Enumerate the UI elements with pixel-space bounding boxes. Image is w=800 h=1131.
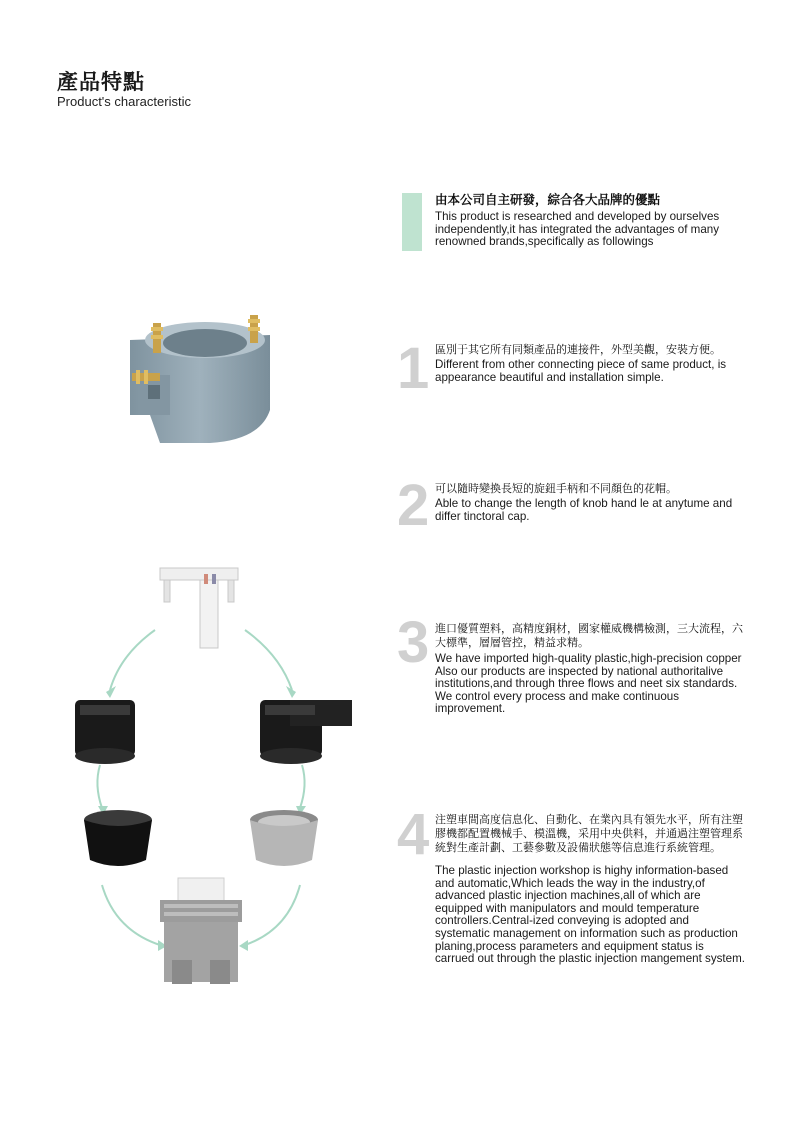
knob-stem-part [160,568,238,648]
feature-number-3: 3 [397,610,430,675]
feature-number-1: 1 [397,336,430,401]
socket-housing-image [120,305,290,445]
feature-number-2: 2 [397,473,430,538]
feature-text-zh: 進口優質塑料，高精度銅材，國家權威機構檢測，三大流程，六大標準，層層管控，精益求精。 [435,622,743,649]
black-knob-short [75,700,135,764]
knob-assembly-diagram [60,560,360,1020]
intro-accent-bar [402,193,422,251]
page-title-en: Product's characteristic [57,94,191,109]
intro-text-en: This product is researched and developed by ourselves independently,it has integrated the advantages of many renowned brands,specifically as followings [435,210,720,249]
feature-text-zh: 可以隨時變換長短的旋鈕手柄和不同顏色的花帽。 [435,482,677,495]
black-cap-ring [84,810,152,866]
feature-text-en: The plastic injection workshop is highy information-based and automatic,Which leads the way in the industry,of advanced plastic injection machines,all of which are equipped with manipulators and mould temperature controllers.Central-ized conveying is adopted and systematic management on information such as production planing,process parameters and equipment status is carrued out through the plastic injection mangement system. [435,864,745,966]
feature-text-zh: 注塑車間高度信息化、自動化、在業內具有領先水平，所有注塑膠機都配置機械手、模溫機，采用中央供料，并通過注塑管理系統對生產計劃、工藝參數及設備狀態等信息進行系統管理。 [435,813,743,854]
feature-block-2 [435,482,745,523]
feature-text-en: We have imported high-quality plastic,high-precision copper Also our products are inspected by national authoritalive institutions,and through three flows and neet six standards. We control every process and make continuous improvement. [435,652,742,716]
page-title-zh: 產品特點 [57,70,145,94]
feature-text-zh: 區別于其它所有同類產品的連接件，外型美觀，安裝方便。 [435,343,721,356]
feature-block-3 [435,622,745,716]
intro-title-zh: 由本公司自主研發，綜合各大品牌的優點 [435,192,661,207]
silver-cap-ring [250,810,318,866]
black-knob-long [260,700,352,764]
feature-block-1 [435,343,745,384]
feature-block-4 [435,813,745,966]
intro-block [435,192,745,249]
feature-text-en: Able to change the length of knob hand le at anytume and differ tinctoral cap. [435,497,733,523]
feature-text-en: Different from other connecting piece of same product, is appearance beautiful and installation simple. [435,358,727,384]
feature-number-4: 4 [397,802,430,867]
gray-base-housing [160,878,242,984]
